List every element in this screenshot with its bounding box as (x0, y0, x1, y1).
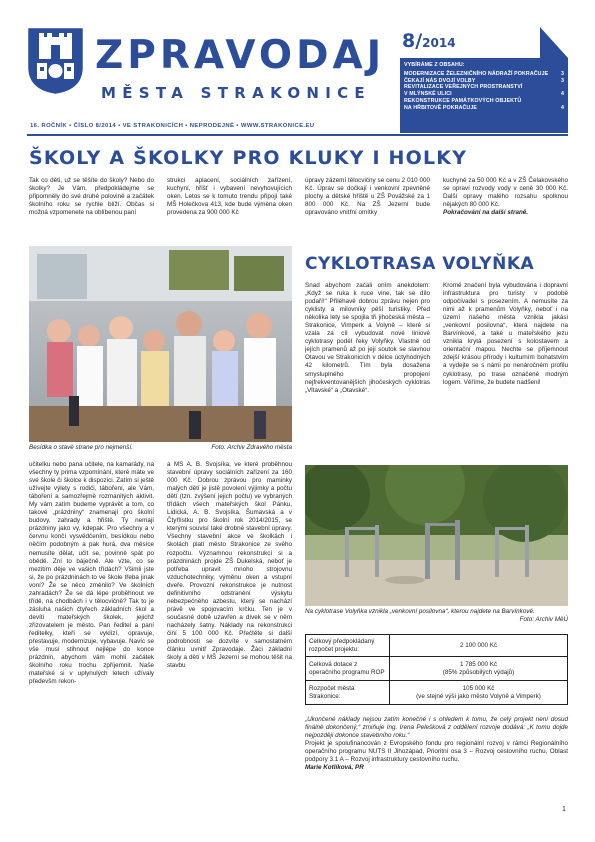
table-of-contents (400, 58, 568, 133)
masthead-subtitle: MĚSTA STRAKONICE (101, 84, 371, 102)
article1-col4-top: kuchyně za 50 000 Kč a v ZŠ Čelakovského se opraví rozvody vody v ceně 30 000 Kč. Další opravy malého rozsahu spolknou nějakých 80 000 Kč. Pokračování na další straně. (443, 177, 568, 217)
table-cell-value: 105 000 Kč (ve stejné výši jako město Volyně a Vimperk) (390, 681, 568, 705)
article1-col1-bottom: učitelku nebo pana učitele, na kamarády, na všechny ty prima vzpomínání, které máte ve své škole či školce k dispozici. Zatím si ještě užívejte výlety s rodiči, táboření, ale Vám, táboření a samozřejmě rozmanitých aktivit. My vám zatím budeme vyprávět a tom, co takové „prázdniny“ znamenají pro školní budovy, zahrady a hřiště. Ty nemají prázdniny jako vy, kdepak. Pro všechny a v červnu končí vysvědčením, besídkou nebo něčím podobným a pak hurá, dva měsíce nemusíte dělat, učit se, povinně spát po obědě. Zní to báječně. Ale vzte, co se mezitím děje ve vašich třídách? Všimli jste si, že po prázdninách to ve škole třeba jinak voní? Že se něco změnilo? Ve školních zahradách? Že se dá lépe proběhnout ve třídě, na chodbách i v tělocvičně? Tak to je zásluha našich čtyřech základních škol a devíti mateřských školek, jejichž zřizovatelem je město. Pan ředitel a paní ředitelky, kteří se vyklízí, opravuje, přestavuje, modernizuje, vybavuje. Navíc se vše musí stihnout nejlépe do konce prázdnin, abychom vám mohli začátek školního roku trochu zpříjemnit. Naše mateřské si v uplynulých letech užívaly předevšm rekon- (29, 461, 154, 686)
article2-quote-block (305, 716, 568, 772)
toc-entry[interactable]: NA HŘBITOVĚ POKRAČUJE 4 (404, 104, 564, 111)
article1-headline: ŠKOLY A ŠKOLKY PRO KLUKY I HOLKY (29, 147, 468, 169)
coat-of-arms-logo (27, 27, 84, 95)
toc-heading: VYBÍRÁME Z OBSAHU: (404, 62, 465, 68)
children-photo-caption (29, 444, 292, 452)
article1-col2-bottom: a MŠ A. B. Svojsíka, ve které proběhnou stavební úpravy sociálních zařízení za 160 000 Kč. Dobrou zprávou pro maminky malých dětí je jistě povolení výjimky a počtu dětí (tzn. zvýšení jejich počtu) ve vybraných třídách všech mateřských škol Pánku, Lidická, A. B. Svojsíka, Šumavská a v Čtyřlístku pro školní rok 2014/2015, se kterými souvisí také drobné stavební úpravy. Všechny stavební akce ve školkách i školách platí město Strakonice ze svého rozpočtu. Významnou rekonstrukcí si a prázdninách projde ZŠ Dukelská, neboť je potřeba upravit mnoho strojovnu vzduchotechniky, výměnu oken a vstupní dveře. Provozní rekonstrukce je nutnost definitivního odstranění výskytu nebezpečného azbestu, který se nachází právě ve spojovacím krčku. Ten je v současné době uzavřen a dívek se v něm nacházely šatny. Náklady na rekonstrukci činí 5 100 000 Kč. Přečtěte si další podrobnosti se dozvíte v samostatném článku uvnitř Zpravodaje. Žáci základní školy a dětí v MŠ Jezerní se mohou těšit na stavbu (167, 461, 292, 670)
continued-note: Pokračování na další straně. (443, 209, 529, 217)
article1-col1-top: Tak co děti, už se těšíte do školy? Nebo do školky? Je Vám, předpokládejme se připomněly do své druhé polovině a začátek školního roku se rychle blíží. Občas si možná vzpomenete na oblíbenou paní (29, 177, 154, 217)
toc-list (404, 71, 564, 111)
article2-col1: Snad abychom začali oním anekdotem: „Když se ruka k ruce vine, tak se dílo podaří!“ Přiléhavě dobrou zprávu nejen pro cyklisty a milovníky pěší turistiky. Před několika lety se spojila tři jihočeská města – Strakonice, Vimperk a Volyně – které si vzala za cíl vybudovat nové liniové cyklotrasy podél řeky Volyňky. Vlastně od jejích pramenů až po její soutok se slavnou Otavou ve Strakonicích v délce úctyhodných 42 kilometrů. Tím byla dosažena smysluplného propojení nejfrekventovanějších jihočeských cyklotras „Vltavské“ a „Otavské“. (305, 282, 430, 394)
page-number: 1 (562, 806, 566, 813)
issue-number (402, 30, 456, 52)
toc-entry[interactable]: V MLÝNSKÉ ULICI 4 (404, 91, 564, 98)
article2-col2: Kromě značení byla vybudována i dopravní infrastruktura pro turisty v podobě odpočívadel s posezením. A nemusíte za nimi až k pramenům Volyňky, neboť i na území našeho města vznikla jakási „venkovní posilovna“, která najdete na Barvínkově, a také u mateřského jezu vznikla krytá posezení s kolostavem a orientační mapou. Nechte se příjemnout zdejší krásou přírody i kulturním bohatstvím a vydejte se s námi po nenáročném profilu cyklotrasy, po trase označené modrým logem. Věříme, že budete nadšeni! (443, 282, 568, 386)
corner-fold (540, 27, 568, 58)
masthead-divider (27, 134, 568, 136)
toc-entry[interactable]: REKONSTRUKCE PAMÁTKOVÝCH OBJEKTŮ (404, 97, 522, 104)
children-photo (29, 246, 292, 442)
quote: „Ukončené náklady nejsou zatím konečné i s ohledem k tomu, že celý projekt není dosud finálně dokončený,“ zmiňuje Ing. Irena Pelešková z oddělení rozvoje dodává: „K tomu dojde nejpozději dokonce stavebního roku.“ (305, 716, 568, 740)
article2-headline: CYKLOTRASA VOLYŇKA (305, 254, 535, 274)
masthead-title: ZPRAVODAJ (95, 33, 386, 78)
issue-number-value: 8/ (402, 30, 423, 52)
caption-text: Besídka o stavě strane pro nejmenší. (29, 444, 133, 451)
funding-note: Projekt je spolufinancován z Evropského fondu pro regionální rozvoj v rámci Regionálního operačního programu NUTS II Jihozápad, Prioritní osa 3 – Rozvoj cestovního ruchu, Oblast podpory 3.1 A – Rozvoj infrastruktury cestovního ruchu. (305, 740, 568, 764)
table-cell-label: Celkový předpokládaný rozpočet projektu: (306, 635, 390, 657)
table-cell-value: 1 785 000 Kč (85% způsobilých výdajů) (390, 657, 568, 681)
gym-photo-credit: Foto: Archiv MěÚ (519, 616, 568, 624)
cost-table (305, 634, 568, 705)
issue-year: 2014 (422, 36, 456, 50)
table-row (306, 681, 568, 705)
table-cell-label: Celková dotace z operačního programu ROP (306, 657, 390, 681)
article1-col2-top: strukcí aplacení, sociálních zařízení, kuchyní, hřišť i vybavení nevyhovujících oken. Letos se k tomuto trendu připojí také MŠ Holečkova 413, kde bude výměna oken provedena za 900 000 Kč (167, 177, 292, 217)
toc-entry[interactable]: MODERNIZACE ŽELEZNIČNÍHO NÁDRAŽÍ POKRAČUJE 3 (404, 71, 564, 77)
article1-col3-top: úpravy zázemí tělocvičny se cenu 2 010 000 Kč. Úprav se dočkají i venkovní zpevněné plochy a dětské hřiště u ZŠ Povážské za 1 800 000 Kč. Na ZŠ Jezerní bude opravováno vnitřní omítky (305, 177, 430, 217)
photo-credit: Foto: Archiv Zdravého města (211, 444, 292, 451)
table-cell-label: Rozpočet města Strakonice: (306, 681, 390, 705)
author: Marie Kotlíková, PR (305, 764, 364, 772)
outdoor-gym-photo (305, 465, 568, 606)
table-cell-value: 2 100 000 Kč (390, 635, 568, 657)
toc-entry[interactable]: ČEKAJÍ NÁS DVOJÍ VOLBY 3 (404, 77, 564, 84)
table-row (306, 635, 568, 657)
toc-entry[interactable]: REVITALIZACE VEŘEJNÝCH PROSTRANSTVÍ (404, 84, 523, 91)
issue-line: 16. ROČNÍK • ČÍSLO 8/2014 • VE STRAKONICÍCH • NEPRODEJNÉ • WWW.STRAKONICE.EU (30, 123, 315, 129)
table-row (306, 657, 568, 681)
gym-photo-caption (305, 608, 568, 625)
gym-caption-text: Na cyklotrase Volyňka vznikla „venkovní posilovna“, kterou najdete na Barvínkově. (305, 608, 535, 615)
